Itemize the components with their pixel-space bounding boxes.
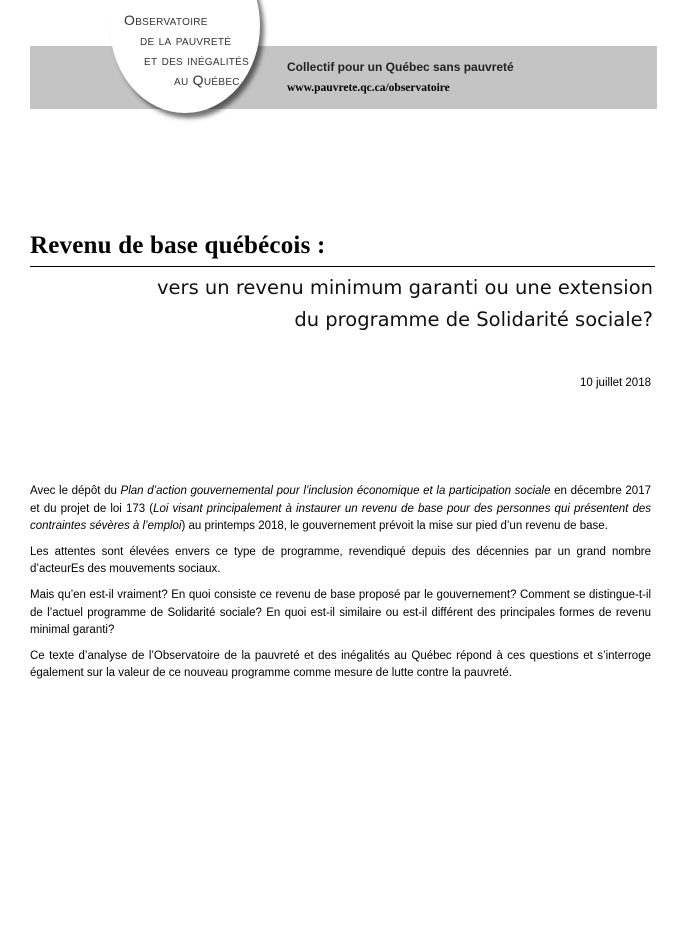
subtitle-line-2: du programme de Solidarité sociale? xyxy=(294,308,653,331)
publication-date: 10 juillet 2018 xyxy=(580,377,651,389)
logo-line-1: Observatoire xyxy=(124,12,208,28)
p1-text-c: ) au printemps 2018, le gouvernement prévoit la mise sur pied d’un revenu de base. xyxy=(181,520,608,533)
logo-line-3: et des inégalités xyxy=(144,52,250,68)
logo-line-4: au Québec xyxy=(174,72,240,88)
subtitle xyxy=(53,272,653,336)
collectif-name: Collectif pour un Québec sans pauvreté xyxy=(287,60,514,74)
logo-line-2: de la pauvreté xyxy=(140,32,232,48)
p1-italic-loi: Loi visant principalement à instaurer un revenu de base pour des personnes qui présentent des contraintes sévères à l’emploi xyxy=(30,502,651,533)
website-link[interactable]: www.pauvrete.qc.ca/observatoire xyxy=(287,82,450,94)
p1-text-b: en décembre 2017 et du projet de loi 173 ( xyxy=(30,485,651,515)
paragraph-3: Mais qu’en est-il vraiment? En quoi consiste ce revenu de base proposé par le gouvernement? Comment se distingue-t-il de l’actuel programme de Solidarité sociale? En quoi est-il similaire ou est-il différent des principales formes de revenu minimal garanti? xyxy=(30,588,651,637)
p1-italic-plan: Plan d’action gouvernemental pour l’inclusion économique et la participation sociale xyxy=(120,485,551,497)
p1-text-a: Avec le dépôt du xyxy=(30,485,121,497)
paragraph-2: Les attentes sont élevées envers ce type de programme, revendiqué depuis des décennies par un grand nombre d’acteurEs des mouvements sociaux. xyxy=(30,545,651,576)
page-title: Revenu de base québécois : xyxy=(30,232,326,259)
title-rule xyxy=(30,266,655,267)
subtitle-line-1: vers un revenu minimum garanti ou une extension xyxy=(157,276,653,299)
paragraph-4: Ce texte d’analyse de l’Observatoire de la pauvreté et des inégalités au Québec répond à ces questions et s’interroge également sur la valeur de ce nouveau programme comme mesure de lutte contre la pauvreté. xyxy=(30,649,651,680)
paragraph-1 xyxy=(30,483,651,536)
body-text xyxy=(30,483,651,691)
logo-text xyxy=(118,10,248,90)
